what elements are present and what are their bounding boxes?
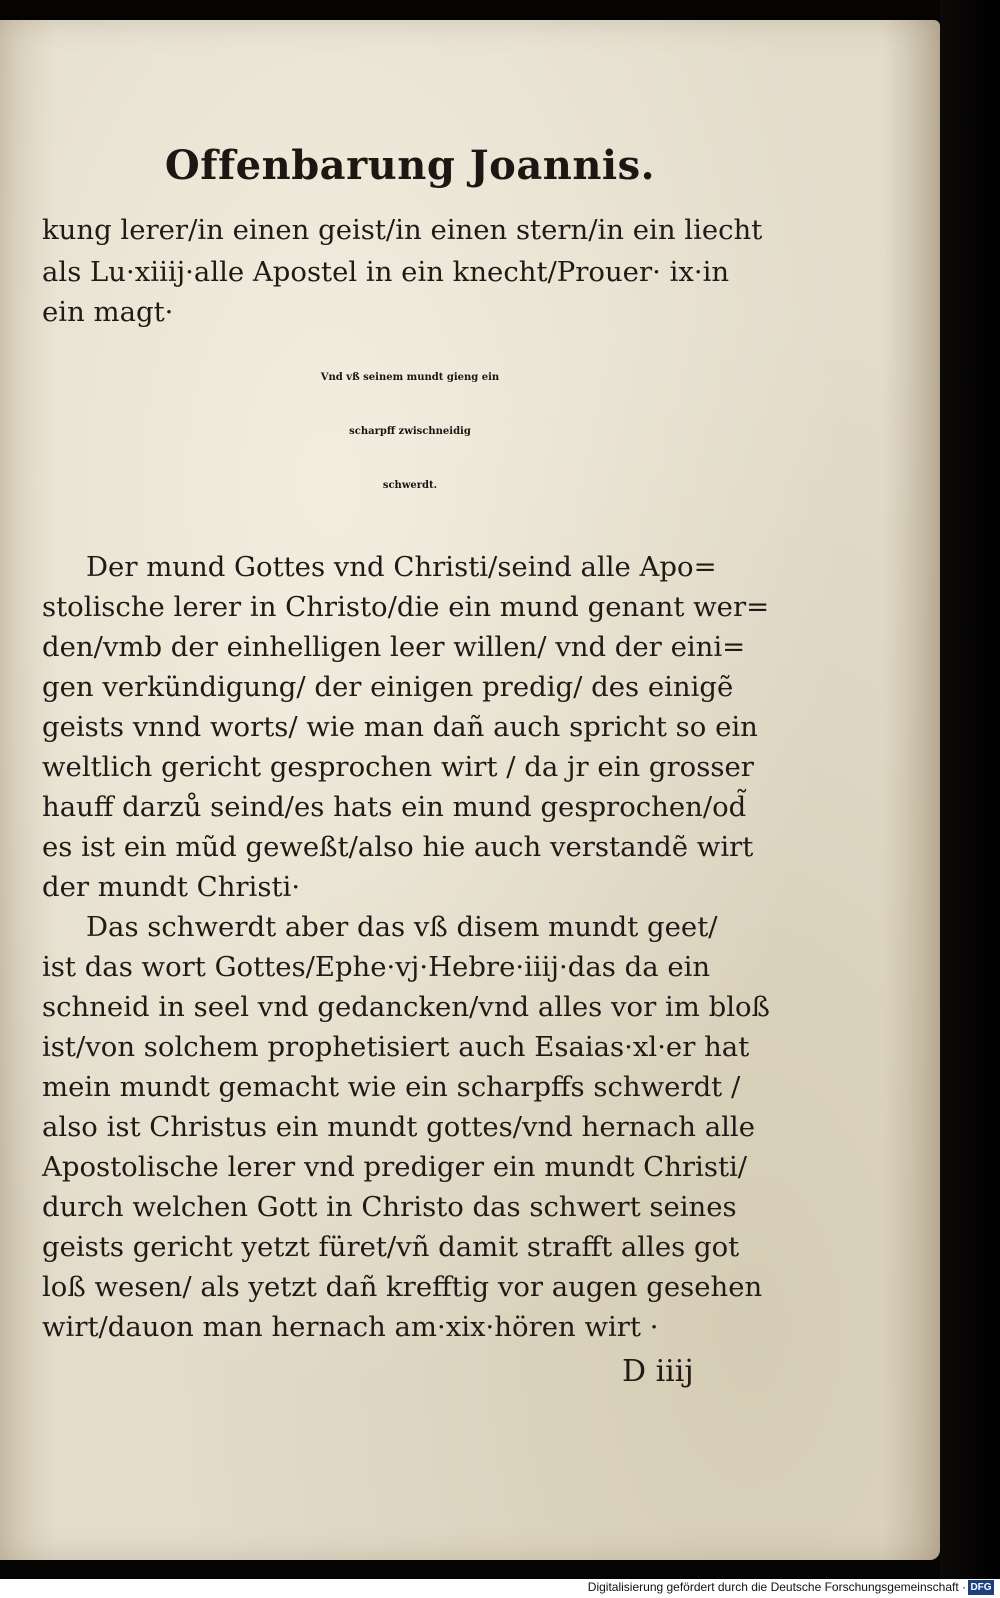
- signature-mark: D iiij: [622, 1354, 694, 1389]
- paragraph2-line: Apostolische lerer vnd prediger ein mundt Christi/: [42, 1151, 748, 1183]
- paragraph1-line: stolische lerer in Christo/die ein mund genant wer=: [42, 591, 770, 623]
- paragraph2-line: mein mundt gemacht wie ein scharpffs schwerdt /: [42, 1071, 741, 1103]
- continuation-line: kung lerer/in einen geist/in einen stern/in ein liecht: [42, 214, 763, 246]
- section-heading-line: Vnd vß seinem mundt gieng ein: [320, 372, 500, 383]
- book-edge-shadow: [940, 0, 1000, 1598]
- footer-credit: Digitalisierung gefördert durch die Deutsche Forschungsgemeinschaft ·: [587, 1580, 966, 1594]
- continuation-line: ein magt·: [42, 296, 174, 328]
- paragraph2-line: also ist Christus ein mundt gottes/vnd hernach alle: [42, 1111, 755, 1143]
- paragraph1-line: Der mund Gottes vnd Christi/seind alle Apo=: [86, 551, 717, 583]
- paragraph2-line: wirt/dauon man hernach am·xix·hören wirt ·: [42, 1311, 659, 1343]
- paragraph2-line: schneid in seel vnd gedancken/vnd alles vor im bloß: [42, 991, 770, 1023]
- paragraph2-line: durch welchen Gott in Christo das schwert seines: [42, 1191, 737, 1223]
- paragraph1-line: hauff darzů seind/es hats ein mund gesprochen/od̃: [42, 791, 747, 823]
- paragraph2-line: ist das wort Gottes/Ephe·vj·Hebre·iiij·das da ein: [42, 951, 711, 983]
- paragraph2-line: loß wesen/ als yetzt dañ krefftig vor augen gesehen: [42, 1271, 763, 1303]
- section-heading-line: scharpff zwischneidig: [349, 426, 471, 437]
- running-head: Offenbarung Joannis.: [164, 142, 656, 189]
- section-heading-line: schwerdt.: [382, 480, 438, 491]
- paragraph2-line: Das schwerdt aber das vß disem mundt geet/: [86, 911, 718, 943]
- paragraph2-line: geists gericht yetzt füret/vñ damit strafft alles got: [42, 1231, 740, 1263]
- paragraph1-line: geists vnnd worts/ wie man dañ auch spricht so ein: [42, 711, 758, 743]
- paragraph1-line: es ist ein mũd geweßt/also hie auch verstandẽ wirt: [42, 831, 754, 863]
- paragraph1-line: gen verkündigung/ der einigen predig/ des einigẽ: [42, 671, 734, 703]
- paragraph1-line: den/vmb der einhelligen leer willen/ vnd der eini=: [42, 631, 746, 663]
- book-page: [0, 20, 940, 1560]
- paragraph1-line: der mundt Christi·: [42, 871, 301, 903]
- paragraph2-line: ist/von solchem prophetisiert auch Esaias·xl·er hat: [42, 1031, 750, 1063]
- dfg-logo: DFG: [968, 1580, 994, 1595]
- continuation-line: als Lu·xiiij·alle Apostel in ein knecht/Prouer· ix·in: [42, 256, 730, 288]
- paragraph1-line: weltlich gericht gesprochen wirt / da jr ein grosser: [42, 751, 754, 783]
